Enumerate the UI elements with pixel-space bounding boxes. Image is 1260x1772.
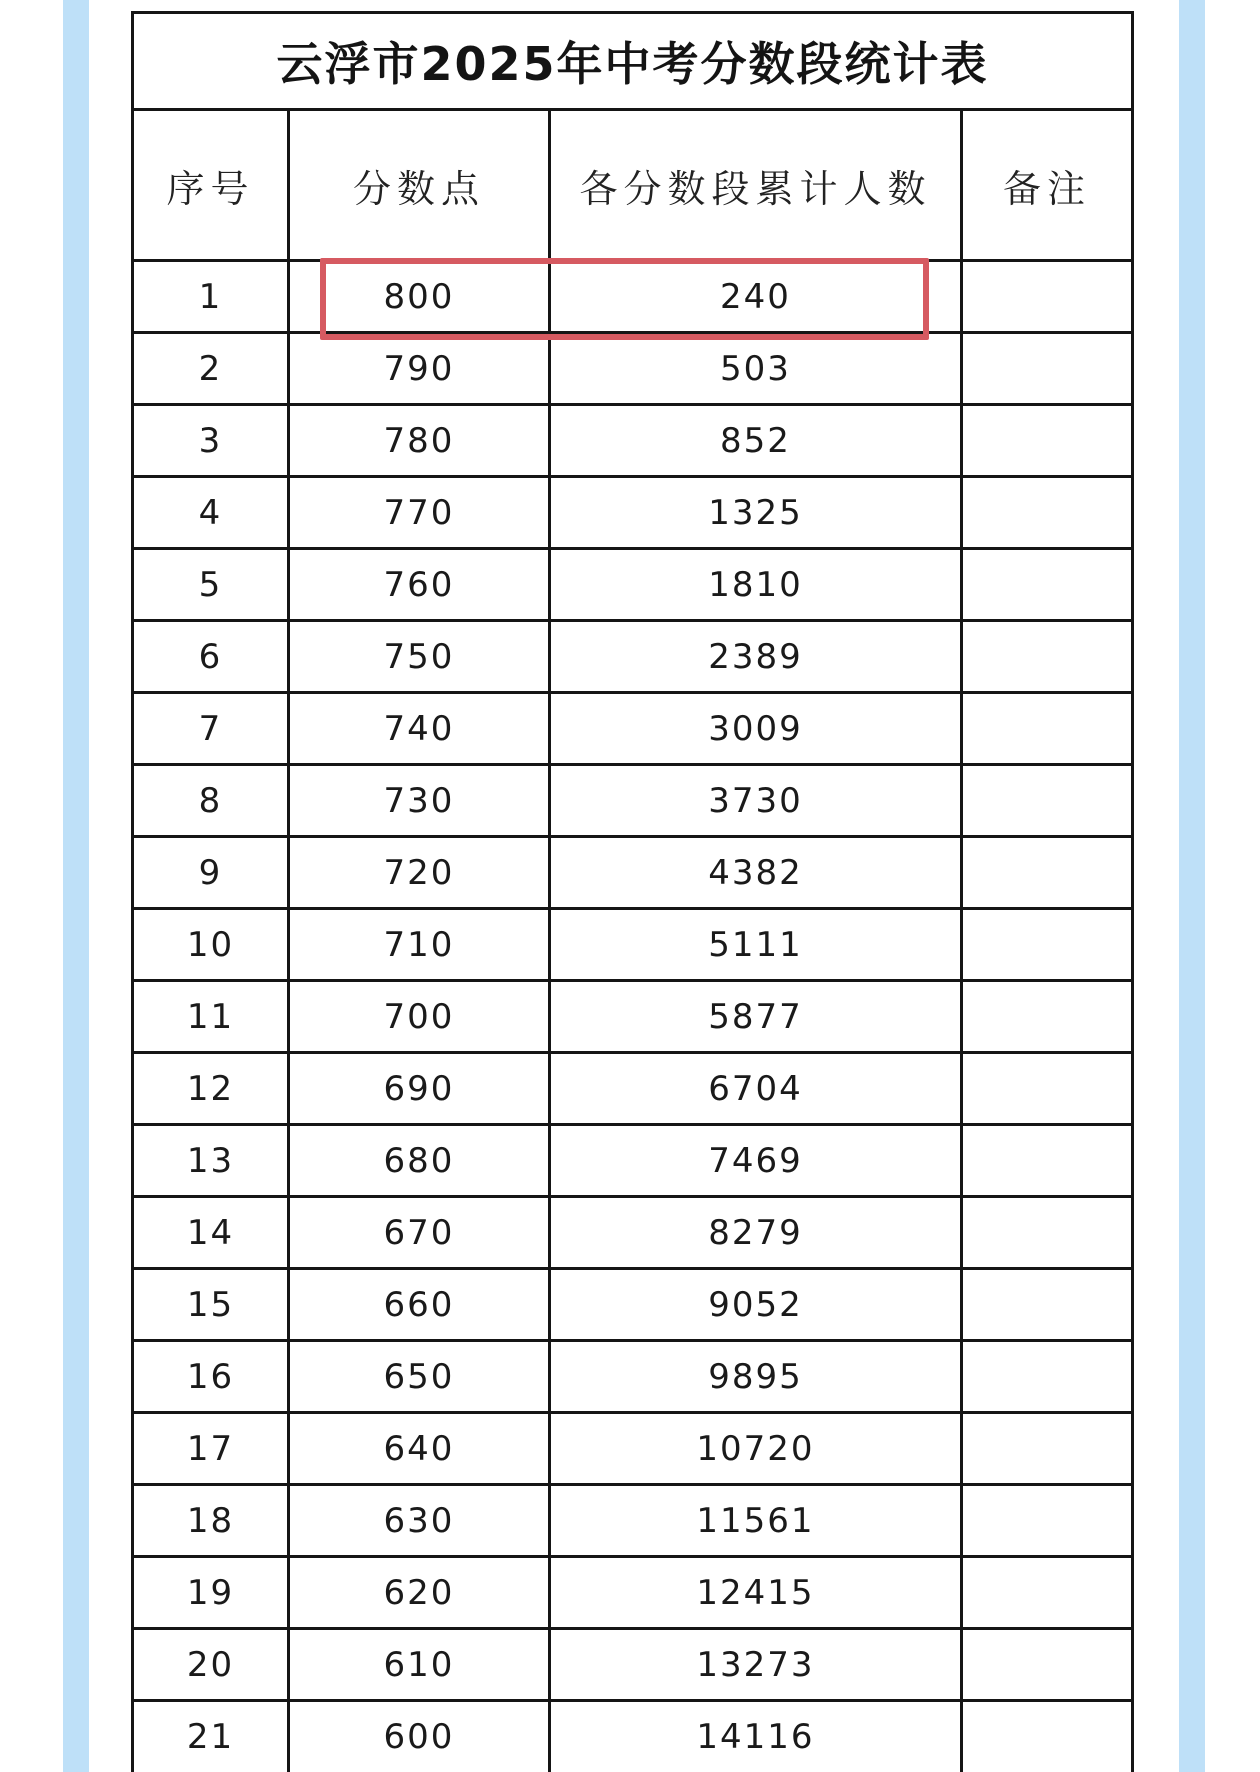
table-row <box>134 1630 1131 1702</box>
cell-rank: 2 <box>134 334 290 403</box>
header-note: 备注 <box>1002 166 1091 211</box>
table-row <box>134 766 1131 838</box>
cell-cumulative: 503 <box>551 334 963 403</box>
cell-rank: 3 <box>134 406 290 475</box>
table-row <box>134 838 1131 910</box>
cell-score: 790 <box>290 334 551 403</box>
left-side-strip <box>63 0 89 1772</box>
cell-cumulative: 3730 <box>551 766 963 835</box>
cell-cumulative: 10720 <box>551 1414 963 1483</box>
cell-note <box>963 1630 1131 1699</box>
table-row <box>134 1486 1131 1558</box>
cell-score: 750 <box>290 622 551 691</box>
cell-rank: 17 <box>134 1414 290 1483</box>
cell-cumulative: 6704 <box>551 1054 963 1123</box>
cell-score: 620 <box>290 1558 551 1627</box>
cell-cumulative: 12415 <box>551 1558 963 1627</box>
cell-note <box>963 1198 1131 1267</box>
table-row <box>134 1558 1131 1630</box>
cell-rank: 12 <box>134 1054 290 1123</box>
cell-rank: 5 <box>134 550 290 619</box>
cell-note <box>963 1270 1131 1339</box>
table-title: 云浮市2025年中考分数段统计表 <box>134 14 1131 111</box>
cell-rank: 14 <box>134 1198 290 1267</box>
cell-rank: 18 <box>134 1486 290 1555</box>
cell-rank: 11 <box>134 982 290 1051</box>
cell-cumulative: 3009 <box>551 694 963 763</box>
cell-note <box>963 406 1131 475</box>
header-rank: 序号 <box>134 111 290 259</box>
cell-note <box>963 1702 1131 1772</box>
cell-cumulative: 5111 <box>551 910 963 979</box>
table-body <box>134 262 1131 1772</box>
table-row <box>134 694 1131 766</box>
cell-note <box>963 766 1131 835</box>
table-row <box>134 406 1131 478</box>
cell-score: 610 <box>290 1630 551 1699</box>
cell-cumulative: 9052 <box>551 1270 963 1339</box>
cell-rank: 13 <box>134 1126 290 1195</box>
cell-cumulative: 7469 <box>551 1126 963 1195</box>
table-row <box>134 1414 1131 1486</box>
cell-score: 700 <box>290 982 551 1051</box>
cell-score: 630 <box>290 1486 551 1555</box>
cell-score: 600 <box>290 1702 551 1772</box>
table-row <box>134 982 1131 1054</box>
cell-note <box>963 550 1131 619</box>
table-row <box>134 1270 1131 1342</box>
cell-note <box>963 1342 1131 1411</box>
table-row <box>134 1342 1131 1414</box>
cell-score: 680 <box>290 1126 551 1195</box>
header-cumulative: 各分数段累计人数 <box>551 111 963 259</box>
cell-note <box>963 910 1131 979</box>
cell-rank: 8 <box>134 766 290 835</box>
cell-score: 670 <box>290 1198 551 1267</box>
cell-cumulative: 8279 <box>551 1198 963 1267</box>
cell-cumulative: 13273 <box>551 1630 963 1699</box>
table-row <box>134 334 1131 406</box>
cell-rank: 20 <box>134 1630 290 1699</box>
cell-rank: 7 <box>134 694 290 763</box>
cell-score: 770 <box>290 478 551 547</box>
cell-note <box>963 694 1131 763</box>
cell-rank: 6 <box>134 622 290 691</box>
table-row <box>134 550 1131 622</box>
table-row <box>134 910 1131 982</box>
cell-note <box>963 334 1131 403</box>
right-side-strip <box>1179 0 1205 1772</box>
cell-note <box>963 622 1131 691</box>
score-table <box>131 11 1134 1772</box>
cell-cumulative: 11561 <box>551 1486 963 1555</box>
cell-note <box>963 262 1131 331</box>
cell-score: 760 <box>290 550 551 619</box>
cell-cumulative: 9895 <box>551 1342 963 1411</box>
cell-cumulative: 1810 <box>551 550 963 619</box>
table-row <box>134 1198 1131 1270</box>
cell-note <box>963 1486 1131 1555</box>
cell-score: 720 <box>290 838 551 907</box>
table-row <box>134 1126 1131 1198</box>
table-header-row <box>134 111 1131 262</box>
cell-note <box>963 982 1131 1051</box>
cell-note <box>963 1054 1131 1123</box>
cell-score: 800 <box>290 262 551 331</box>
cell-cumulative: 852 <box>551 406 963 475</box>
table-row <box>134 478 1131 550</box>
cell-rank: 21 <box>134 1702 290 1772</box>
table-row <box>134 1054 1131 1126</box>
cell-score: 650 <box>290 1342 551 1411</box>
cell-cumulative: 4382 <box>551 838 963 907</box>
table-row <box>134 1702 1131 1772</box>
cell-note <box>963 478 1131 547</box>
cell-cumulative: 240 <box>551 262 963 331</box>
cell-note <box>963 838 1131 907</box>
cell-rank: 15 <box>134 1270 290 1339</box>
cell-score: 780 <box>290 406 551 475</box>
cell-rank: 9 <box>134 838 290 907</box>
cell-score: 730 <box>290 766 551 835</box>
header-score: 分数点 <box>290 111 551 259</box>
cell-rank: 1 <box>134 262 290 331</box>
cell-cumulative: 2389 <box>551 622 963 691</box>
cell-score: 710 <box>290 910 551 979</box>
cell-score: 740 <box>290 694 551 763</box>
table-row <box>134 622 1131 694</box>
cell-rank: 10 <box>134 910 290 979</box>
cell-note <box>963 1558 1131 1627</box>
cell-score: 660 <box>290 1270 551 1339</box>
table-row <box>134 262 1131 334</box>
cell-cumulative: 1325 <box>551 478 963 547</box>
cell-score: 640 <box>290 1414 551 1483</box>
cell-rank: 4 <box>134 478 290 547</box>
cell-cumulative: 14116 <box>551 1702 963 1772</box>
cell-rank: 19 <box>134 1558 290 1627</box>
cell-note <box>963 1126 1131 1195</box>
cell-cumulative: 5877 <box>551 982 963 1051</box>
cell-note <box>963 1414 1131 1483</box>
cell-rank: 16 <box>134 1342 290 1411</box>
cell-score: 690 <box>290 1054 551 1123</box>
